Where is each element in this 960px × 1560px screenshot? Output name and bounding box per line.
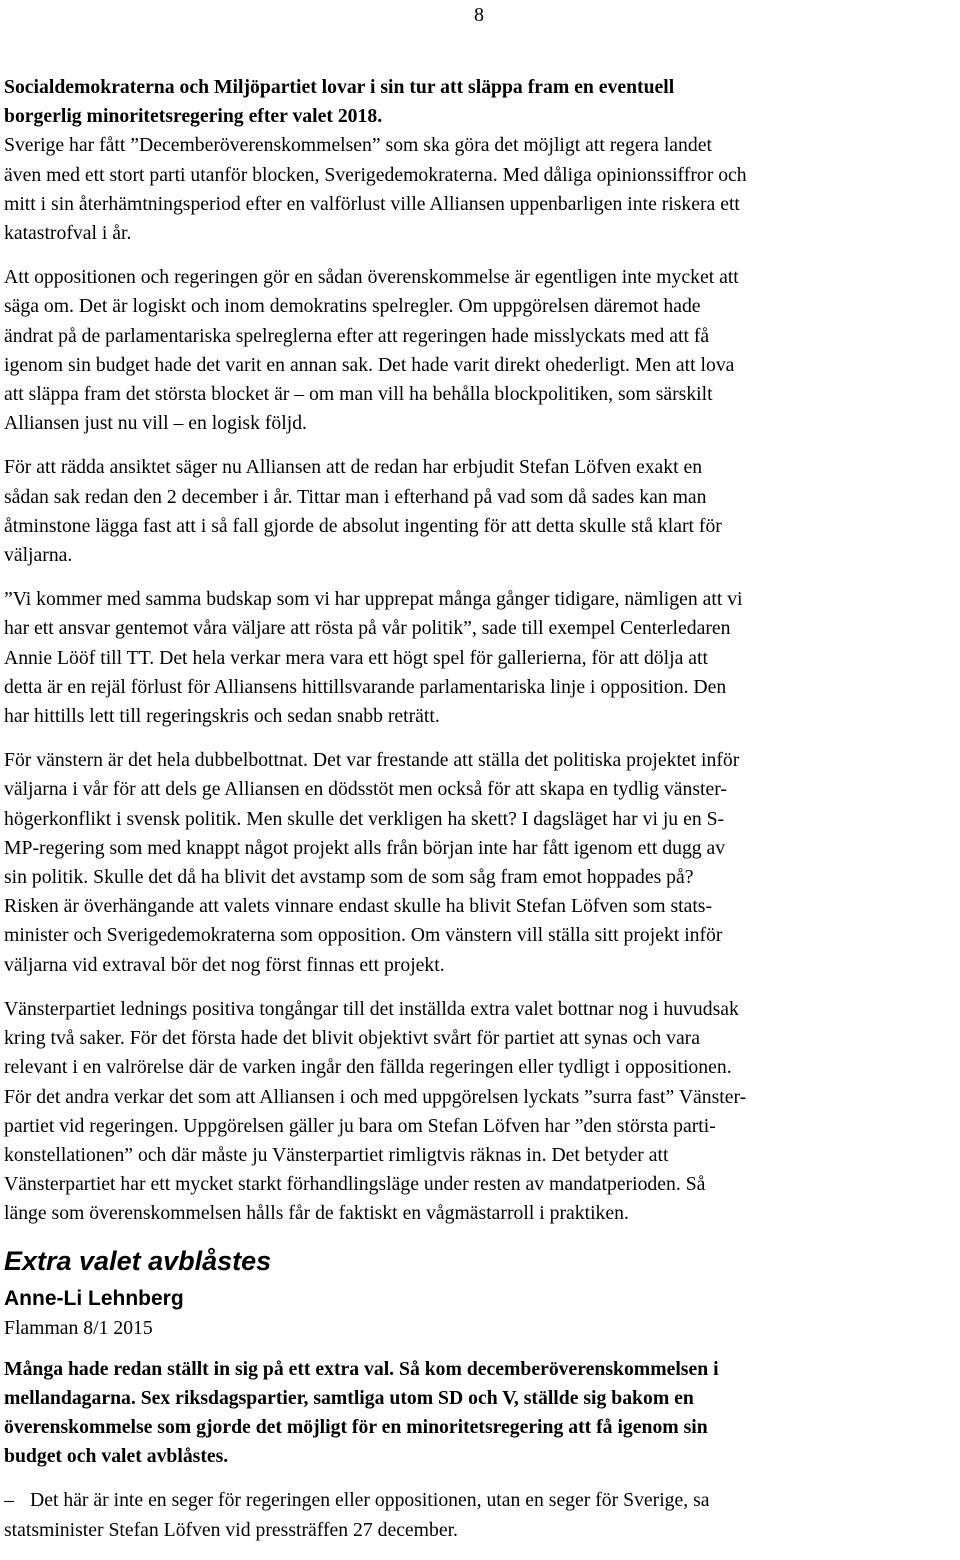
article-title: Extra valet avblåstes <box>4 1245 272 1276</box>
paragraph-1 <box>4 73 960 131</box>
text-line: Sverige har fått ”Decemberöverenskommelsen” som ska göra det möjligt att regera landet <box>4 134 712 157</box>
text-line: minister och Sverigedemokraterna som opposition. Om vänstern vill ställa sitt projekt inför <box>4 924 723 947</box>
text-line: har hittills lett till regeringskris och sedan snabb reträtt. <box>4 705 440 728</box>
text-line: konstellationen” och där måste ju Vänsterpartiet rimligtvis räknas in. Det betyder att <box>4 1143 669 1166</box>
text-line: väljarna vid extraval bör det nog först finnas ett projekt. <box>4 953 445 976</box>
text-line: relevant i en valrörelse där de varken ingår den fällda regeringen eller tydligt i oppositionen. <box>4 1056 732 1079</box>
text-line: Att oppositionen och regeringen gör en sådan överenskommelse är egentligen inte mycket att <box>4 266 739 289</box>
text-line: För vänstern är det hela dubbelbottnat. Det var frestande att ställa det politiska projektet inför <box>4 749 740 772</box>
text-line: partiet vid regeringen. Uppgörelsen gäller ju bara om Stefan Löfven har ”den största parti- <box>4 1114 716 1137</box>
article-source: Flamman 8/1 2015 <box>4 1316 153 1339</box>
text-line: mellandagarna. Sex riksdagspartier, samtliga utom SD och V, ställde sig bakom en <box>4 1386 694 1409</box>
article-quote <box>4 1486 960 1544</box>
text-line: Vänsterpartiet har ett mycket starkt förhandlingsläge under resten av mandatperioden. Så <box>4 1173 706 1196</box>
text-line: För att rädda ansiktet säger nu Alliansen att de redan har erbjudit Stefan Löfven exakt en <box>4 456 703 479</box>
paragraph-4 <box>4 453 960 570</box>
text-line: Alliansen just nu vill – en logisk följd. <box>4 412 307 435</box>
text-line: katastrofval i år. <box>4 222 132 245</box>
paragraph-7 <box>4 995 960 1229</box>
text-line: ”Vi kommer med samma budskap som vi har upprepat många gånger tidigare, nämligen att vi <box>4 588 743 611</box>
text-line: ändrat på de parlamentariska spelreglerna efter att regeringen hade misslyckats med att få <box>4 324 710 347</box>
text-line: Många hade redan ställt in sig på ett extra val. Så kom decemberöverenskommelsen i <box>4 1357 719 1380</box>
text-line: säga om. Det är logiskt och inom demokratins spelregler. Om uppgörelsen däremot hade <box>4 295 701 318</box>
text-line: Risken är överhängande att valets vinnare endast skulle ha blivit Stefan Löfven som stats- <box>4 895 713 918</box>
article-author: Anne-Li Lehnberg <box>4 1286 184 1310</box>
paragraph-5 <box>4 585 960 731</box>
text-line: budget och valet avblåstes. <box>4 1445 229 1468</box>
text-line: För det andra verkar det som att Alliansen i och med uppgörelsen lyckats ”surra fast” Vänster- <box>4 1085 747 1108</box>
text-line: sin politik. Skulle det då ha blivit det avstamp som de som såg fram emot hoppades på? <box>4 866 694 889</box>
text-line: detta är en rejäl förlust för Alliansens hittillsvarande parlamentariska linje i opposition. Den <box>4 675 727 698</box>
text-line: har ett ansvar gentemot våra väljare att rösta på vår politik”, sade till exempel Centerledaren <box>4 617 731 640</box>
text-line: Annie Lööf till TT. Det hela verkar mera vara ett högt spel för gallerierna, för att dölja att <box>4 646 708 669</box>
text-line: även med ett stort parti utanför blocken, Sverigedemokraterna. Med dåliga opinionssiffror och <box>4 163 747 186</box>
text-line: sådan sak redan den 2 december i år. Tittar man i efterhand på vad som då sades kan man <box>4 485 707 508</box>
paragraph-6 <box>4 746 960 980</box>
paragraph-3 <box>4 263 960 438</box>
text-line: högerkonflikt i svensk politik. Men skulle det verkligen ha skett? I dagsläget har vi ju en S- <box>4 807 725 830</box>
text-line: väljarna i vår för att dels ge Alliansen en dödsstöt men också för att skapa en tydlig vänster- <box>4 778 727 801</box>
article-lead <box>4 1355 960 1472</box>
text-line: överenskommelse som gjorde det möjligt för en minoritetsregering att få igenom sin <box>4 1415 708 1438</box>
text-line: Socialdemokraterna och Miljöpartiet lovar i sin tur att släppa fram en eventuell <box>4 76 675 98</box>
text-line: borgerlig minoritetsregering efter valet 2018. <box>4 105 383 128</box>
quote-dash: – <box>4 1489 14 1512</box>
text-line: länge som överenskommelsen hålls får de faktiskt en vågmästarroll i praktiken. <box>4 1202 629 1225</box>
text-line: Det här är inte en seger för regeringen eller oppositionen, utan en seger för Sverige, sa <box>30 1489 710 1512</box>
text-line: väljarna. <box>4 544 73 567</box>
text-line: mitt i sin återhämtningsperiod efter en valförlust ville Alliansen uppenbarligen inte riskera ett <box>4 192 740 215</box>
text-line: MP-regering som med knappt något projekt alls från början inte har fått igenom ett dugg av <box>4 836 726 859</box>
page-number: 8 <box>474 4 484 26</box>
text-line: igenom sin budget hade det varit en annan sak. Det hade varit direkt ohederligt. Men att lova <box>4 353 735 376</box>
text-line: Vänsterpartiet lednings positiva tongångar till det inställda extra valet bottnar nog i huvudsak <box>4 997 739 1020</box>
text-line: kring två saker. För det första hade det blivit objektivt svårt för partiet att synas och vara <box>4 1027 700 1050</box>
paragraph-2 <box>4 131 960 248</box>
text-line: åtminstone lägga fast att i så fall gjorde de absolut ingenting för att detta skulle stå klart för <box>4 514 722 537</box>
document-body <box>4 73 960 1560</box>
text-line: statsminister Stefan Löfven vid pressträffen 27 december. <box>4 1518 458 1541</box>
text-line: att släppa fram det största blocket är – om man vill ha behålla blockpolitiken, som särskilt <box>4 383 713 406</box>
